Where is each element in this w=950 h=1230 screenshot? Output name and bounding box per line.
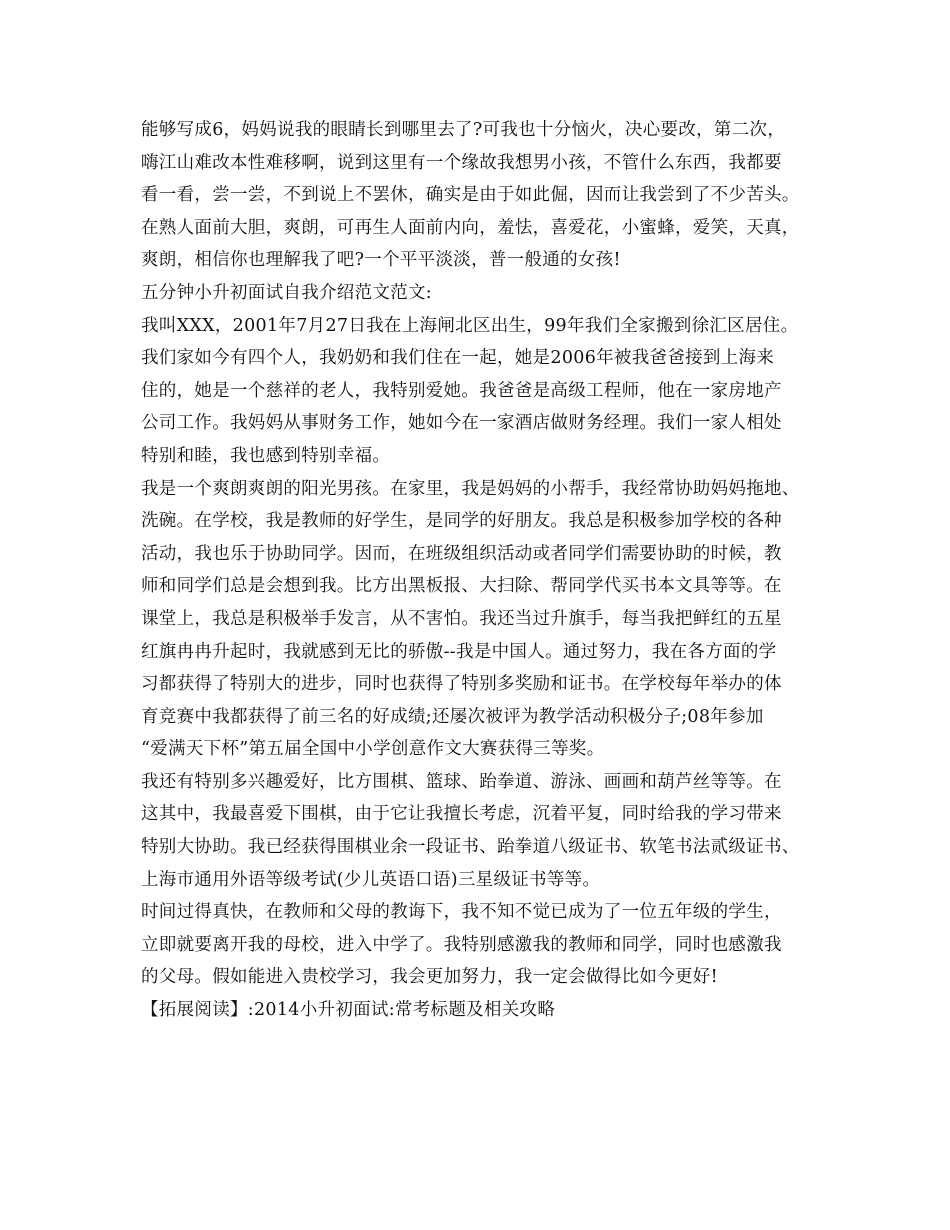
text-line: 我是一个爽朗爽朗的阳光男孩。在家里，我是妈妈的小帮手，我经常协助妈妈拖地、	[141, 478, 800, 499]
text-line: 活动，我也乐于协助同学。因而，在班级组织活动或者同学们需要协助的时候，教	[141, 543, 782, 564]
text-line: 住的，她是一个慈祥的老人，我特别爱她。我爸爸是高级工程师，他在一家房地产	[141, 380, 782, 401]
text-line: 红旗冉冉升起时，我就感到无比的骄傲--我是中国人。通过努力，我在各方面的学	[141, 641, 777, 662]
text-line: 习都获得了特别大的进步，同时也获得了特别多奖励和证书。在学校每年举办的体	[141, 674, 782, 695]
text-line: 时间过得真快，在教师和父母的教诲下，我不知不觉已成为了一位五年级的学生，	[141, 902, 782, 923]
text-line: 特别大协助。我已经获得围棋业余一段证书、跆拳道八级证书、软笔书法贰级证书、	[141, 837, 800, 858]
text-line: 上海市通用外语等级考试(少儿英语口语)三星级证书等等。	[141, 869, 601, 890]
text-line: “爱满天下杯”第五届全国中小学创意作文大赛获得三等奖。	[141, 739, 605, 760]
text-line: 课堂上，我总是积极举手发言，从不害怕。我还当过升旗手，每当我把鲜红的五星	[141, 608, 782, 629]
text-line: 嗨江山难改本性难移啊，说到这里有一个缘故我想男小孩，不管什么东西，我都要	[141, 152, 782, 173]
text-line: 在熟人面前大胆，爽朗，可再生人面前内向，羞怯，喜爱花，小蜜蜂，爱笑，天真，	[141, 217, 800, 238]
text-line: 特别和睦，我也感到特别幸福。	[141, 445, 391, 466]
text-line: 的父母。假如能进入贵校学习，我会更加努力，我一定会做得比如今更好!	[141, 967, 718, 988]
text-line: 公司工作。我妈妈从事财务工作，她如今在一家酒店做财务经理。我们一家人相处	[141, 413, 782, 434]
text-line: 洗碗。在学校，我是教师的好学生，是同学的好朋友。我总是积极参加学校的各种	[141, 511, 782, 532]
text-line: 这其中，我最喜爱下围棋，由于它让我擅长考虑，沉着平复，同时给我的学习带来	[141, 804, 782, 825]
text-line: 立即就要离开我的母校，进入中学了。我特别感激我的教师和同学，同时也感激我	[141, 934, 782, 955]
extended-reading-link: 【拓展阅读】:2014小升初面试:常考标题及相关攻略	[141, 1000, 556, 1021]
text-line: 我们家如今有四个人，我奶奶和我们住在一起，她是2006年被我爸爸接到上海来	[141, 348, 775, 369]
text-line: 我叫XXX，2001年7月27日我在上海闸北区出生，99年我们全家搬到徐汇区居住。	[141, 315, 799, 336]
text-line: 能够写成6，妈妈说我的眼睛长到哪里去了?可我也十分恼火，决心要改，第二次，	[141, 120, 786, 140]
document-body	[141, 114, 831, 1027]
text-line: 我还有特别多兴趣爱好，比方围棋、篮球、跆拳道、游泳、画画和葫芦丝等等。在	[141, 771, 782, 792]
text-line: 爽朗，相信你也理解我了吧?一个平平淡淡，普一般通的女孩!	[141, 250, 621, 271]
text-line: 看一看，尝一尝，不到说上不罢休，确实是由于如此倔，因而让我尝到了不少苦头。	[141, 185, 800, 206]
text-line: 师和同学们总是会想到我。比方出黑板报、大扫除、帮同学代买书本文具等等。在	[141, 576, 782, 597]
section-heading: 五分钟小升初面试自我介绍范文范文:	[141, 282, 432, 303]
text-line: 育竞赛中我都获得了前三名的好成绩;还屡次被评为教学活动积极分子;08年参加	[141, 706, 764, 727]
